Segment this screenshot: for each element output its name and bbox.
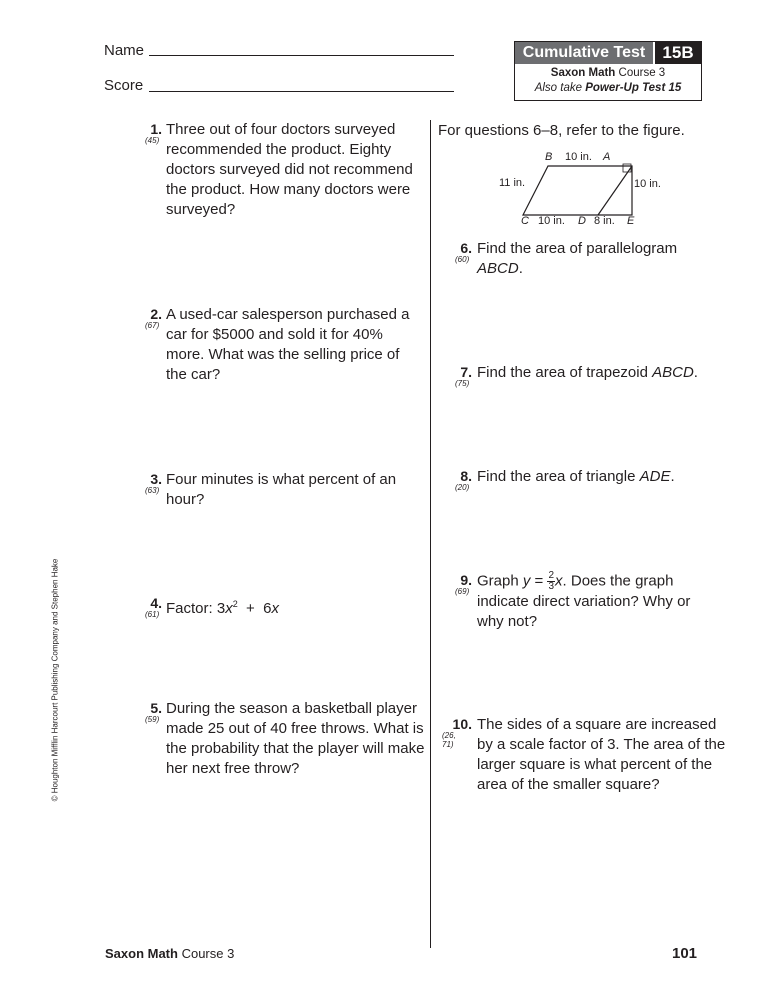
- question-number: 6.: [460, 240, 472, 256]
- question-number: 1.: [150, 121, 162, 137]
- label-e: E: [627, 215, 635, 227]
- label-left-length: 11 in.: [499, 177, 526, 189]
- question-text: The sides of a square are increased by a scale factor of 3. The area of the larger square is what percent of the area of the smaller square?: [477, 716, 726, 793]
- badge-also-take: Also take Power-Up Test 15: [534, 82, 682, 94]
- score-label: Score: [104, 77, 144, 94]
- question-text: Find the area of trapezoid ABCD.: [477, 364, 698, 381]
- column-divider: [430, 120, 431, 948]
- badge-title: Cumulative Test: [515, 42, 653, 64]
- right-angle-mark: [623, 164, 631, 172]
- name-label: Name: [104, 42, 145, 59]
- question-text: Factor: $3x^2 + 6x$: [166, 599, 279, 617]
- question-text: Graph y = $\frac{2}{3}$ x. Does the graph indicate direct variation? Why or why not?: [477, 570, 691, 630]
- question-text: Four minutes is what percent of an hour?: [166, 471, 397, 508]
- test-badge: [514, 41, 702, 101]
- lesson-ref: (59): [145, 715, 160, 724]
- question-number: 9.: [460, 572, 472, 588]
- question-number: 3.: [150, 471, 162, 487]
- name-field[interactable]: [149, 55, 454, 56]
- lesson-ref: (60): [455, 255, 470, 264]
- question-text: A used-car salesperson purchased a car for $5000 and sold it for 40% more. What was the selling price of the car?: [166, 306, 410, 383]
- badge-course: Saxon Math Course 3: [550, 67, 666, 79]
- lesson-ref: (75): [455, 379, 470, 388]
- question-text: Three out of four doctors surveyed recommended the product. Eighty doctors surveyed did not recommend the product. How many doctors were surveyed?: [166, 121, 413, 218]
- page-number: 101: [672, 945, 698, 962]
- label-c: C: [521, 215, 529, 227]
- label-cd-length: 10 in.: [538, 215, 565, 227]
- lesson-ref: (67): [145, 321, 160, 330]
- lesson-ref: (63): [145, 486, 160, 495]
- question-text: During the season a basketball player made 25 out of 40 free throws. What is the probability that the player will make her next free throw?: [166, 700, 425, 777]
- segment-ad: [598, 166, 632, 215]
- label-d: D: [578, 215, 586, 227]
- question-number: 5.: [150, 700, 162, 716]
- question-number: 2.: [150, 306, 162, 322]
- label-right-length: 10 in.: [634, 178, 661, 190]
- lesson-ref: (45): [145, 136, 160, 145]
- lesson-ref: (69): [455, 587, 470, 596]
- badge-code: 15B: [655, 42, 701, 64]
- trapezoid-figure: [490, 146, 680, 228]
- question-text: Find the area of triangle ADE.: [477, 468, 675, 485]
- figure-intro: For questions 6–8, refer to the figure.: [438, 122, 685, 139]
- question-number: 10.: [452, 716, 472, 732]
- label-a: A: [603, 151, 611, 163]
- lesson-ref: (20): [455, 483, 470, 492]
- question-number: 4.: [150, 595, 162, 611]
- lesson-ref: (26, 71): [442, 731, 456, 749]
- question-number: 8.: [460, 468, 472, 484]
- question-number: 7.: [460, 364, 472, 380]
- label-de-length: 8 in.: [594, 215, 615, 227]
- copyright-side-text: © Houghton Mifflin Harcourt Publishing Company and Stephen Hake: [50, 558, 60, 802]
- fraction-two-thirds: $\frac{2}{3}$: [548, 570, 555, 592]
- question-text: Find the area of parallelogram ABCD.: [477, 240, 678, 277]
- label-top-length: 10 in.: [565, 151, 592, 163]
- score-field[interactable]: [149, 91, 454, 92]
- footer-course: Saxon Math Course 3: [105, 946, 235, 961]
- lesson-ref: (61): [145, 610, 160, 619]
- label-b: B: [545, 151, 553, 163]
